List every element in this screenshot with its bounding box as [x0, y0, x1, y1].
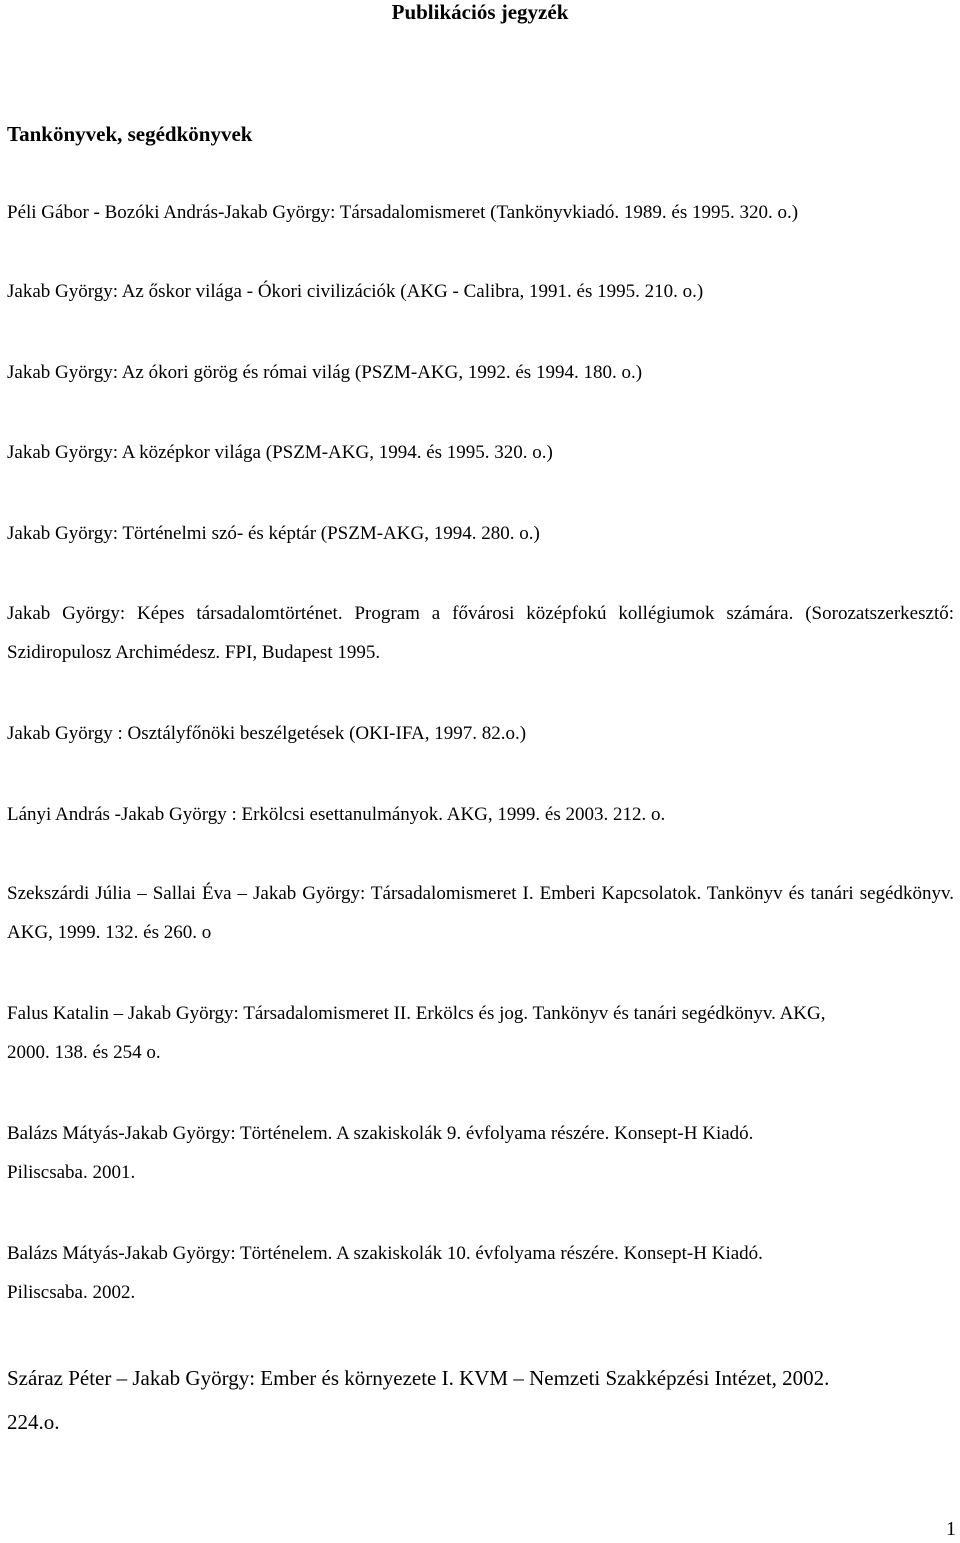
- publication-entry: Balázs Mátyás-Jakab György: Történelem. A szakiskolák 10. évfolyama részére. Konsept-H Kiadó. Piliscsaba. 2002.: [7, 1243, 763, 1303]
- publication-entry: Jakab György : Osztályfőnöki beszélgetések (OKI-IFA, 1997. 82.o.): [7, 723, 527, 744]
- publication-entry: Jakab György: Történelmi szó- és képtár (PSZM-AKG, 1994. 280. o.): [7, 523, 540, 544]
- publication-entry: Jakab György: Az ókori görög és római világ (PSZM-AKG, 1992. és 1994. 180. o.): [7, 362, 643, 383]
- publication-entry: Lányi András -Jakab György : Erkölcsi esettanulmányok. AKG, 1999. és 2003. 212. o.: [7, 804, 666, 825]
- document-title: Publikációs jegyzék: [391, 0, 569, 24]
- publication-entry: Jakab György: A középkor világa (PSZM-AKG, 1994. és 1995. 320. o.): [7, 442, 553, 463]
- publication-entry: Száraz Péter – Jakab György: Ember és környezete I. KVM – Nemzeti Szakképzési Intézet, 2002. 224.o.: [7, 1366, 830, 1434]
- publication-entry: Szekszárdi Júlia – Sallai Éva – Jakab György: Társadalomismeret I. Emberi Kapcsolatok. Tankönyv és tanári segédkönyv. AKG, 1999. 132. és 260. o: [7, 883, 954, 943]
- page-number: 1: [946, 1518, 956, 1540]
- publication-entry: Péli Gábor - Bozóki András-Jakab György: Társadalomismeret (Tankönyvkiadó. 1989. és 1995. 320. o.): [7, 202, 799, 223]
- section-heading: Tankönyvek, segédkönyvek: [7, 122, 253, 146]
- publication-entry: Balázs Mátyás-Jakab György: Történelem. A szakiskolák 9. évfolyama részére. Konsept-H Kiadó. Piliscsaba. 2001.: [7, 1123, 754, 1183]
- publication-entry: Jakab György: Képes társadalomtörténet. Program a fővárosi középfokú kollégiumok számára. (Sorozatszerkesztő: Szidiropulosz Archimédesz. FPI, Budapest 1995.: [7, 603, 954, 663]
- publication-entry: Jakab György: Az őskor világa - Ókori civilizációk (AKG - Calibra, 1991. és 1995. 210. o.): [7, 281, 704, 302]
- publication-entry: Falus Katalin – Jakab György: Társadalomismeret II. Erkölcs és jog. Tankönyv és tanári segédkönyv. AKG, 2000. 138. és 254 o.: [7, 1003, 826, 1063]
